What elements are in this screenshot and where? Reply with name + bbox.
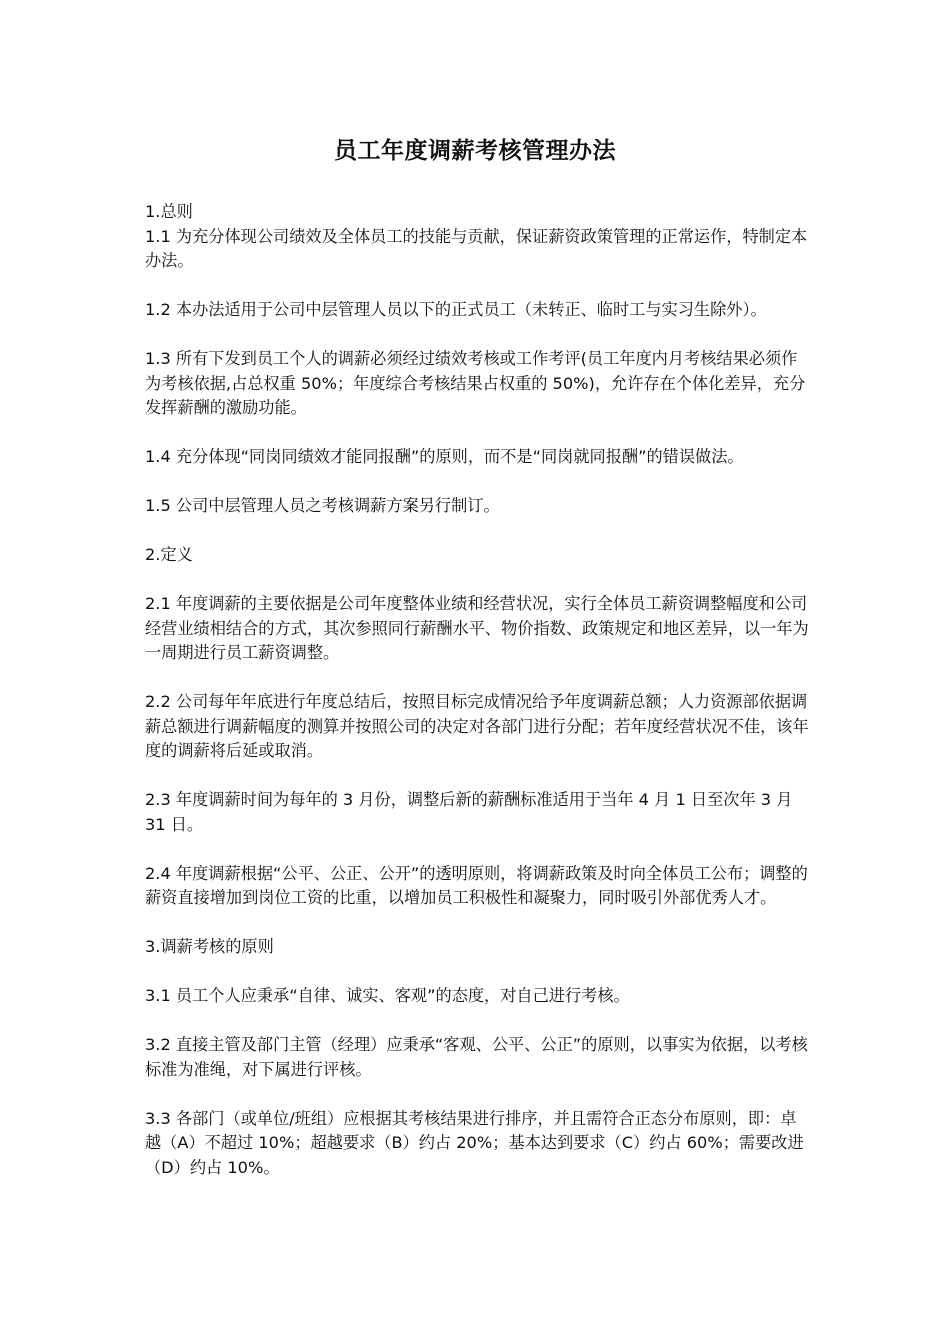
paragraph-2-2: 2.2 公司每年年底进行年度总结后，按照目标完成情况给予年度调薪总额；人力资源部依据调薪总额进行调薪幅度的测算并按照公司的决定对各部门进行分配；若年度经营状况不佳，该年度的调薪将后延或取消。 xyxy=(145,692,809,760)
paragraph-1-3: 1.3 所有下发到员工个人的调薪必须经过绩效考核或工作考评(员工年度内月考核结果必须作为考核依据,占总权重 50%；年度综合考核结果占权重的 50%)，允许存在个体化差异，充分发挥薪酬的激励功能。 xyxy=(145,349,806,417)
paragraph-3-3: 3.3 各部门（或单位/班组）应根据其考核结果进行排序，并且需符合正态分布原则，即：卓越（A）不超过 10%；超越要求（B）约占 20%；基本达到要求（C）约占 60%；需要改进（D）约占 10%。 xyxy=(145,1108,804,1177)
paragraph-1-2: 1.2 本办法适用于公司中层管理人员以下的正式员工（未转正、临时工与实习生除外）。 xyxy=(145,300,767,319)
paragraph-2-3: 2.3 年度调薪时间为每年的 3 月份，调整后新的薪酬标准适用于当年 4 月 1 日至次年 3 月 31 日。 xyxy=(145,790,793,834)
paragraph-3-1: 3.1 员工个人应秉承“自律、诚实、客观”的态度，对自己进行考核。 xyxy=(145,986,630,1005)
paragraph-2-1: 2.1 年度调薪的主要依据是公司年度整体业绩和经营状况，实行全体员工薪资调整幅度和公司经营业绩相结合的方式，其次参照同行薪酬水平、物价指数、政策规定和地区差异，以一年为一周期进行员工薪资调整。 xyxy=(145,594,809,662)
paragraph-3-2: 3.2 直接主管及部门主管（经理）应秉承“客观、公平、公正”的原则，以事实为依据，以考核标准为准绳，对下属进行评核。 xyxy=(145,1035,808,1079)
document-body xyxy=(145,200,810,1180)
paragraph-2-4: 2.4 年度调薪根据“公平、公正、公开”的透明原则，将调薪政策及时向全体员工公布；调整的薪资直接增加到岗位工资的比重，以增加员工积极性和凝聚力，同时吸引外部优秀人才。 xyxy=(145,863,808,907)
paragraph-1-5: 1.5 公司中层管理人员之考核调薪方案另行制订。 xyxy=(145,496,500,515)
paragraph-1-general: 1.总则 1.1 为充分体现公司绩效及全体员工的技能与贡献，保证薪资政策管理的正常运作，特制定本办法。 xyxy=(145,202,808,270)
document-title: 员工年度调薪考核管理办法 xyxy=(334,138,616,164)
section-2-heading: 2.定义 xyxy=(145,545,193,564)
section-3-heading: 3.调薪考核的原则 xyxy=(145,937,274,956)
paragraph-1-4: 1.4 充分体现“同岗同绩效才能同报酬”的原则，而不是“同岗就同报酬”的错误做法。 xyxy=(145,447,744,466)
